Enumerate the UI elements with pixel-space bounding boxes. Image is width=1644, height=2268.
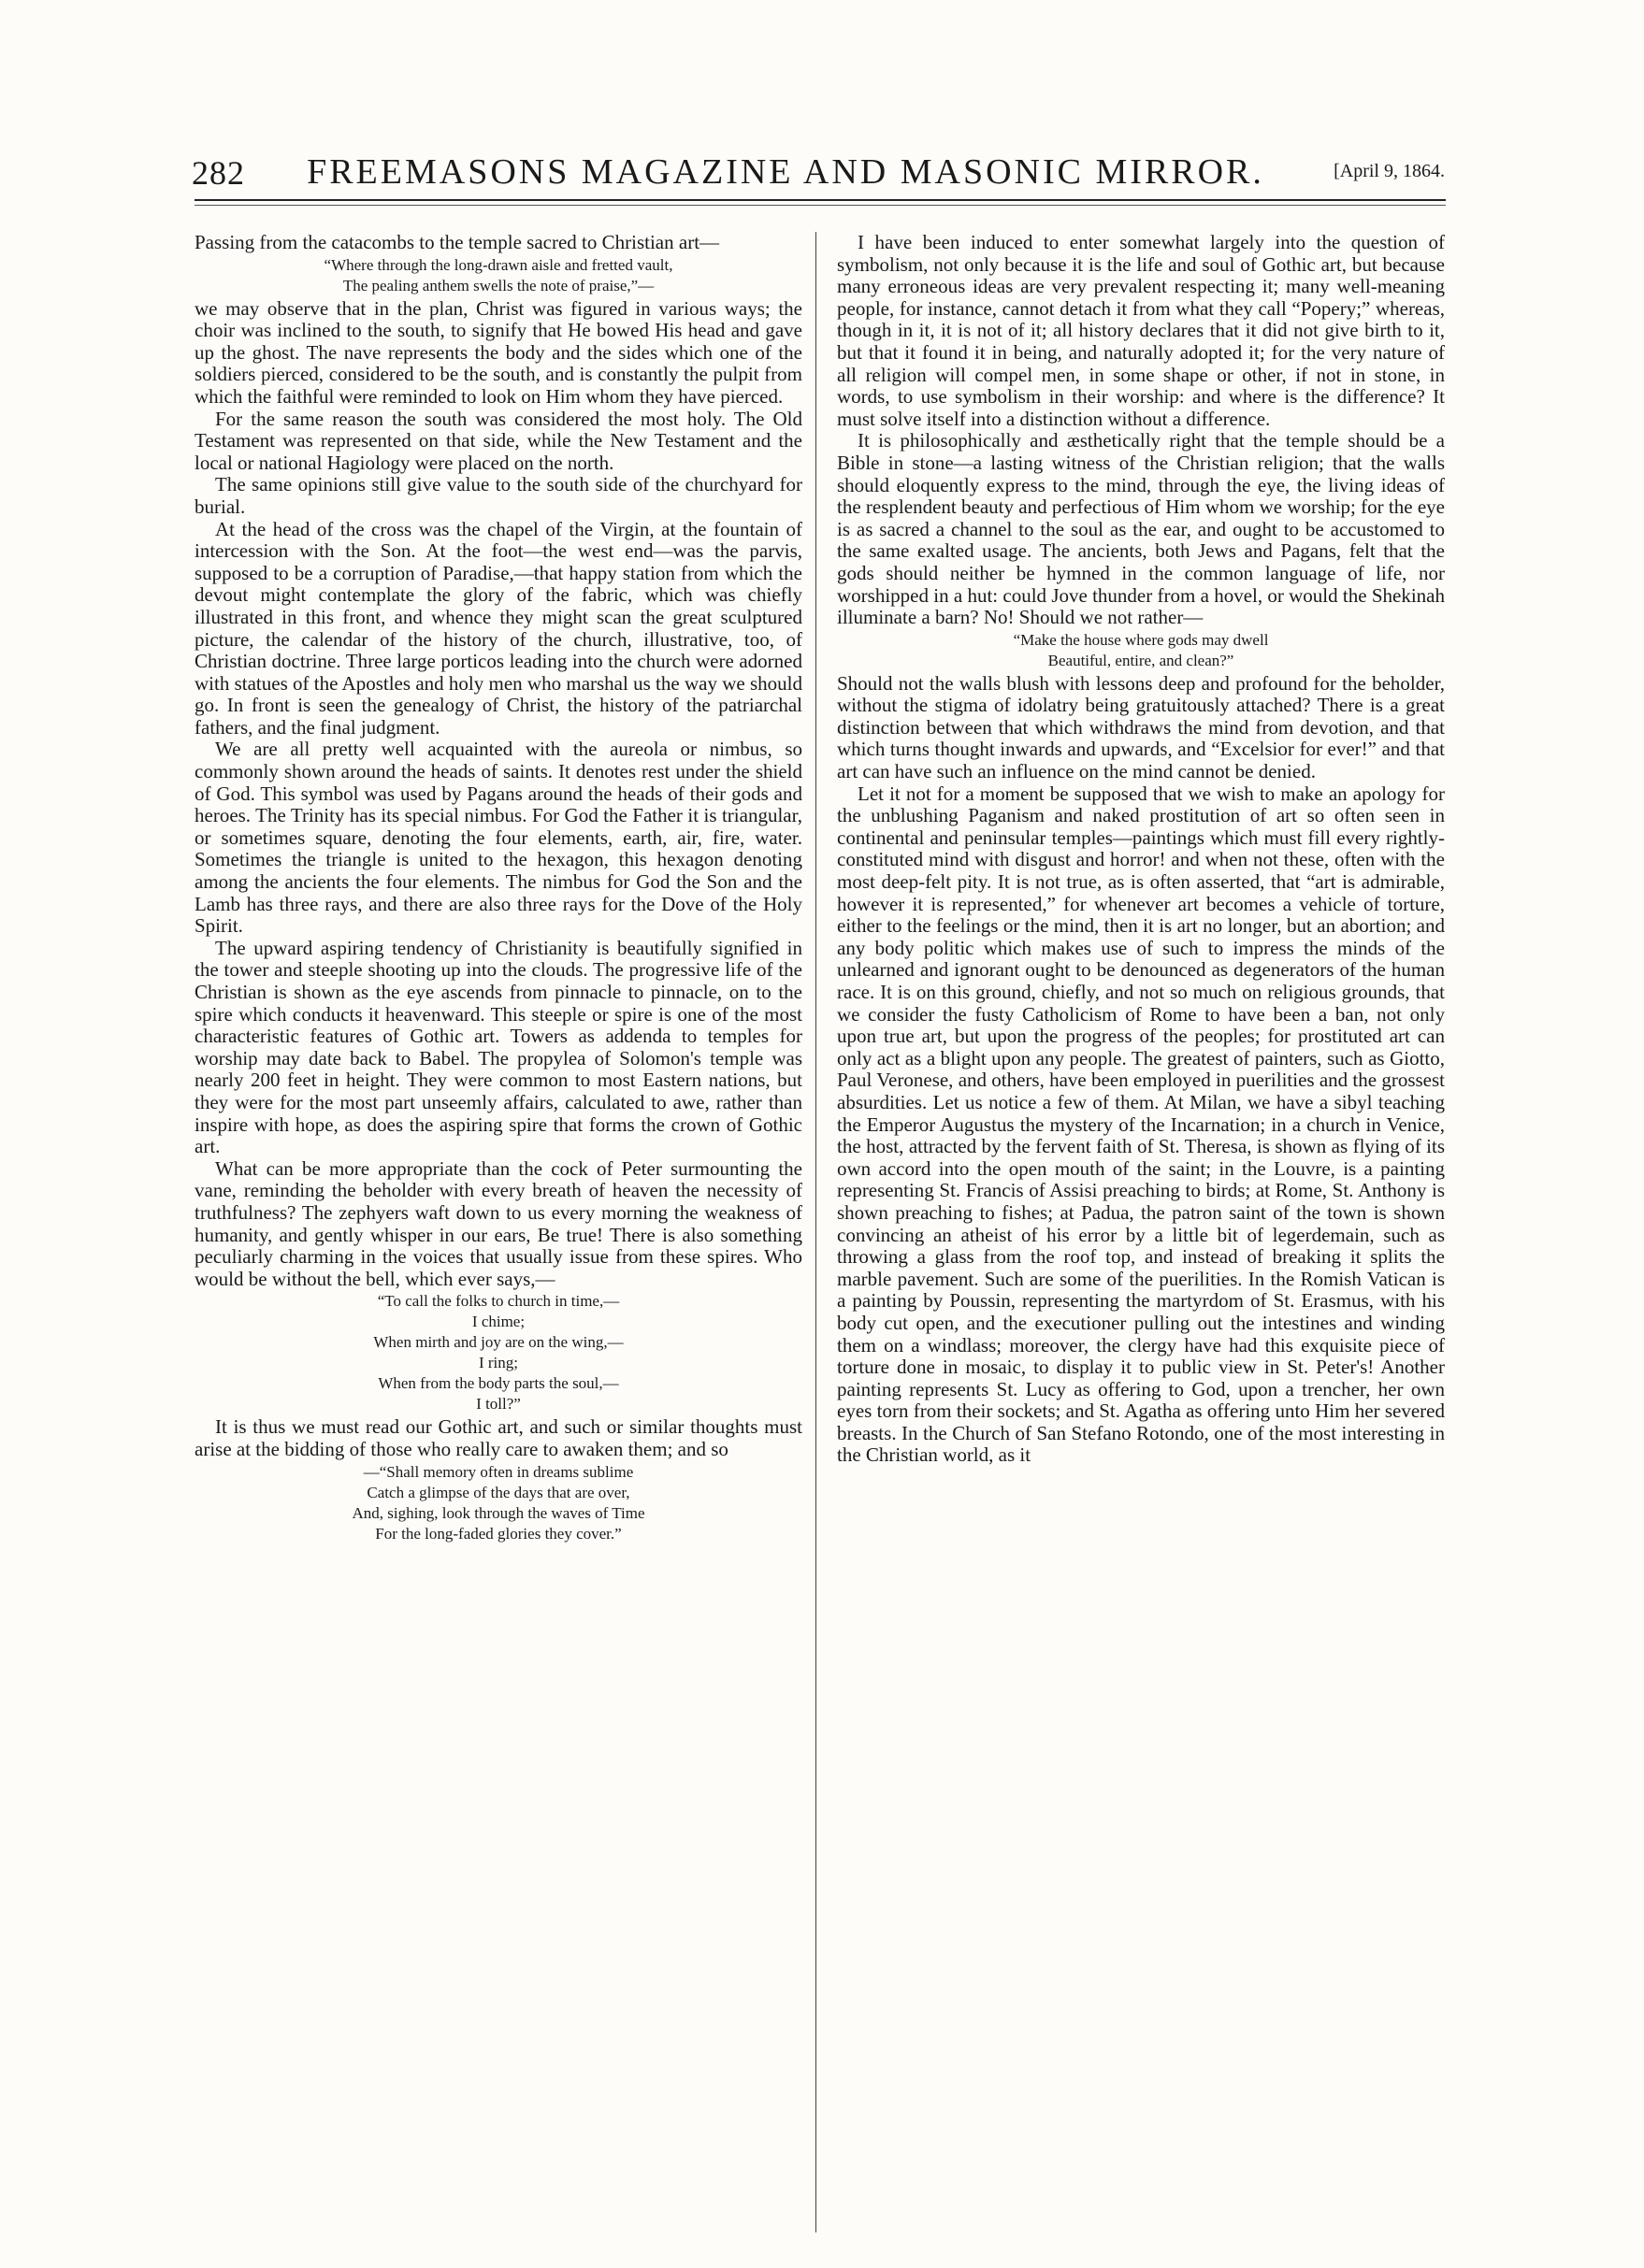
verse-line: Catch a glimpse of the days that are over, xyxy=(367,1483,630,1501)
page-number: 282 xyxy=(192,154,245,192)
verse-quote xyxy=(837,630,1445,671)
verse-line: When from the body parts the soul,— xyxy=(378,1374,619,1393)
verse-line: I chime; xyxy=(471,1313,526,1331)
verse-line: I ring; xyxy=(478,1354,519,1372)
paragraph: We are all pretty well acquainted with the aureola or nimbus, so commonly shown around the heads of saints. It denotes rest under the shield of God. This symbol was used by Pagans around the heads of their gods and heroes. The Trinity has its special nimbus. For God the Father it is triangular, or sometimes square, denoting the four elements, earth, air, fire, water. Sometimes the triangle is united to the hexagon, this hexagon denoting among the ancients the four elements. The nimbus for God the Son and the Lamb has three rays, and there are also three rays for the Dove of the Holy Spirit. xyxy=(195,738,802,938)
paragraph: It is thus we must read our Gothic art, and such or similar thoughts must arise at the bidding of those who really care to awaken them; and so xyxy=(195,1415,802,1460)
paragraph: At the head of the cross was the chapel of the Virgin, at the fountain of intercession with the Son. At the foot—the west end—was the parvis, supposed to be a corruption of Paradise,—that happy station from which the devout might contemplate the glory of the fabric, which was chiefly illustrated in this front, and whence they might scan the great sculptured picture, the calendar of the history of the church, illustrative, too, of Christian doctrine. Three large porticos leading into the church were adorned with statues of the Apostles and holy men who marshal us the way we should go. In front is seen the genealogy of Christ, the history of the patriarchal fathers, and the final judgment. xyxy=(195,517,802,739)
page-header xyxy=(192,148,1445,194)
verse-line: And, sighing, look through the waves of Time xyxy=(352,1503,645,1522)
verse-line: I toll?” xyxy=(476,1395,521,1414)
verse-line: “To call the folks to church in time,— xyxy=(377,1292,620,1311)
verse-quote xyxy=(195,255,802,296)
column-divider xyxy=(815,232,816,2232)
verse-line: When mirth and joy are on the wing,— xyxy=(373,1333,624,1352)
verse-line: Beautiful, entire, and clean?” xyxy=(1047,651,1234,669)
verse-quote xyxy=(195,1291,802,1414)
header-rule xyxy=(195,199,1446,201)
verse-line: The pealing anthem swells the note of praise,”— xyxy=(342,276,655,294)
verse-line: For the long-faded glories they cover.” xyxy=(375,1524,622,1543)
verse-line: “Where through the long-drawn aisle and fretted vault, xyxy=(324,255,673,274)
paragraph: I have been induced to enter somewhat largely into the question of symbolism, not only because it is the life and soul of Gothic art, but because many erroneous ideas are very prevalent respecting it; many well-meaning people, for instance, cannot detach it from what they call “Popery;” whereas, though in it, it is not of it; all history declares that it did not give birth to it, but that it found it in being, and naturally adopted it; for the very nature of all religion will compel men, in some shape or other, if not in stone, in words, to use symbolism in their worship: and where is the difference? It must solve itself into a distinction without a difference. xyxy=(837,232,1445,430)
paragraph: It is philosophically and æsthetically right that the temple should be a Bible in stone—a lasting witness of the Christian religion; that the walls should eloquently express to the mind, through the eye, the living ideas of the resplendent beauty and perfectious of Him whom we worship; for the eye is as sacred a channel to the soul as the ear, and ought to be accustomed to the same exalted usage. The ancients, both Jews and Pagans, felt that the gods should neither be hymned in the common language of life, nor worshipped in a hut: could Jove thunder from a hovel, or would the Shekinah illuminate a barn? No! Should we not rather— xyxy=(837,429,1445,629)
right-column xyxy=(837,232,1445,2242)
paragraph: What can be more appropriate than the cock of Peter surmounting the vane, reminding the beholder with every breath of heaven the necessity of truthfulness? The zephyers waft down to us every morning the weakness of humanity, and gently whisper in our ears, Be true! There is also something peculiarly charming in the voices that usually issue from these spires. Who would be without the bell, which ever says,— xyxy=(195,1156,802,1290)
paragraph: The same opinions still give value to the south side of the churchyard for burial. xyxy=(195,473,802,518)
paragraph: Passing from the catacombs to the temple sacred to Christian art— xyxy=(195,232,720,253)
verse-line: —“Shall memory often in dreams sublime xyxy=(363,1462,634,1481)
magazine-title: FREEMASONS MAGAZINE AND MASONIC MIRROR. xyxy=(307,152,1264,192)
left-column xyxy=(195,232,802,2242)
verse-quote xyxy=(195,1462,802,1544)
paragraph: Should not the walls blush with lessons deep and profound for the beholder, without the stigma of idolatry being gratuitously attached? There is a great distinction between that which withdraws the mind from devotion, and that which turns thought inwards and upwards, and “Excelsior for ever!” and that art can have such an influence on the mind cannot be denied. xyxy=(837,671,1445,783)
paragraph: For the same reason the south was considered the most holy. The Old Testament was represented on that side, while the New Testament and the local or national Hagiology were placed on the north. xyxy=(195,407,802,474)
paragraph: Let it not for a moment be supposed that we wish to make an apology for the unblushing Paganism and naked prostitution of art so often seen in continental and peninsular temples—paintings which must fill every rightly-constituted mind with disgust and horror! and when not these, often with the most deep-felt pity. It is not true, as is often asserted, that “art is admirable, however it is represented,” for whenever art becomes a vehicle of torture, either to the feelings or the mind, then it is art no longer, but an abortion; and any body politic which makes use of such to impress the minds of the unlearned and ignorant ought to be denounced as degenerators of the human race. It is on this ground, chiefly, and not so much on religious grounds, that we consider the fusty Catholicism of Rome to have been a ban, not only upon true art, but upon the progress of the peoples; for prostituted art can only act as a blight upon any people. The greatest of painters, such as Giotto, Paul Veronese, and others, have been employed in puerilities and the grossest absurdities. Let us notice a few of them. At Milan, we have a sibyl teaching the Emperor Augustus the mystery of the Incarnation; in a church in Venice, the host, attracted by the fervent faith of St. Theresa, is shown as flying of its own accord into the open mouth of the saint; in the Louvre, is a painting representing St. Francis of Assisi preaching to birds; at Rome, St. Anthony is shown preaching to fishes; at Padua, the patron saint of the town is shown convincing an atheist of his error by a little bit of legerdemain, such as throwing a glass from the roof top, and instead of breaking it splits the marble pavement. Such are some of the puerilities. In the Romish Vatican is a painting by Poussin, representing the martyrdom of St. Erasmus, with his body cut open, and the executioner pulling out the intestines and winding them on a windlass; moreover, the clergy have had this exquisite piece of torture done in mosaic, to display it to public view in St. Peter's! Another painting represents St. Lucy as offering to God, upon a trencher, her own eyes torn from their sockets; and St. Agatha as offering unto Him her severed breasts. In the Church of San Stefano Rotondo, one of the most interesting in the Christian world, as it xyxy=(837,782,1445,1467)
verse-line: “Make the house where gods may dwell xyxy=(1013,630,1269,649)
header-rule-thin xyxy=(195,205,1446,206)
paragraph: The upward aspiring tendency of Christianity is beautifully signified in the tower and steeple shooting up into the clouds. The progressive life of the Christian is shown as the eye ascends from pinnacle to pinnacle, on to the spire which conducts it heavenward. This steeple or spire is one of the most characteristic features of Gothic art. Towers as addenda to temples for worship may date back to Babel. The propylea of Solomon's temple was nearly 200 feet in height. They were common to most Eastern nations, but they were for the most part unseemly affairs, calculated to awe, rather than inspire with hope, as does the aspiring spire that forms the crown of Gothic art. xyxy=(195,936,802,1158)
issue-date: [April 9, 1864. xyxy=(1334,161,1445,181)
paragraph: we may observe that in the plan, Christ was figured in various ways; the choir was inclined to the south, to signify that He bowed His head and gave up the ghost. The nave represents the body and the sides which one of the soldiers pierced, considered to be the south, and is constantly the pulpit from which the faithful were reminded to look on Him whom they have pierced. xyxy=(195,296,802,408)
